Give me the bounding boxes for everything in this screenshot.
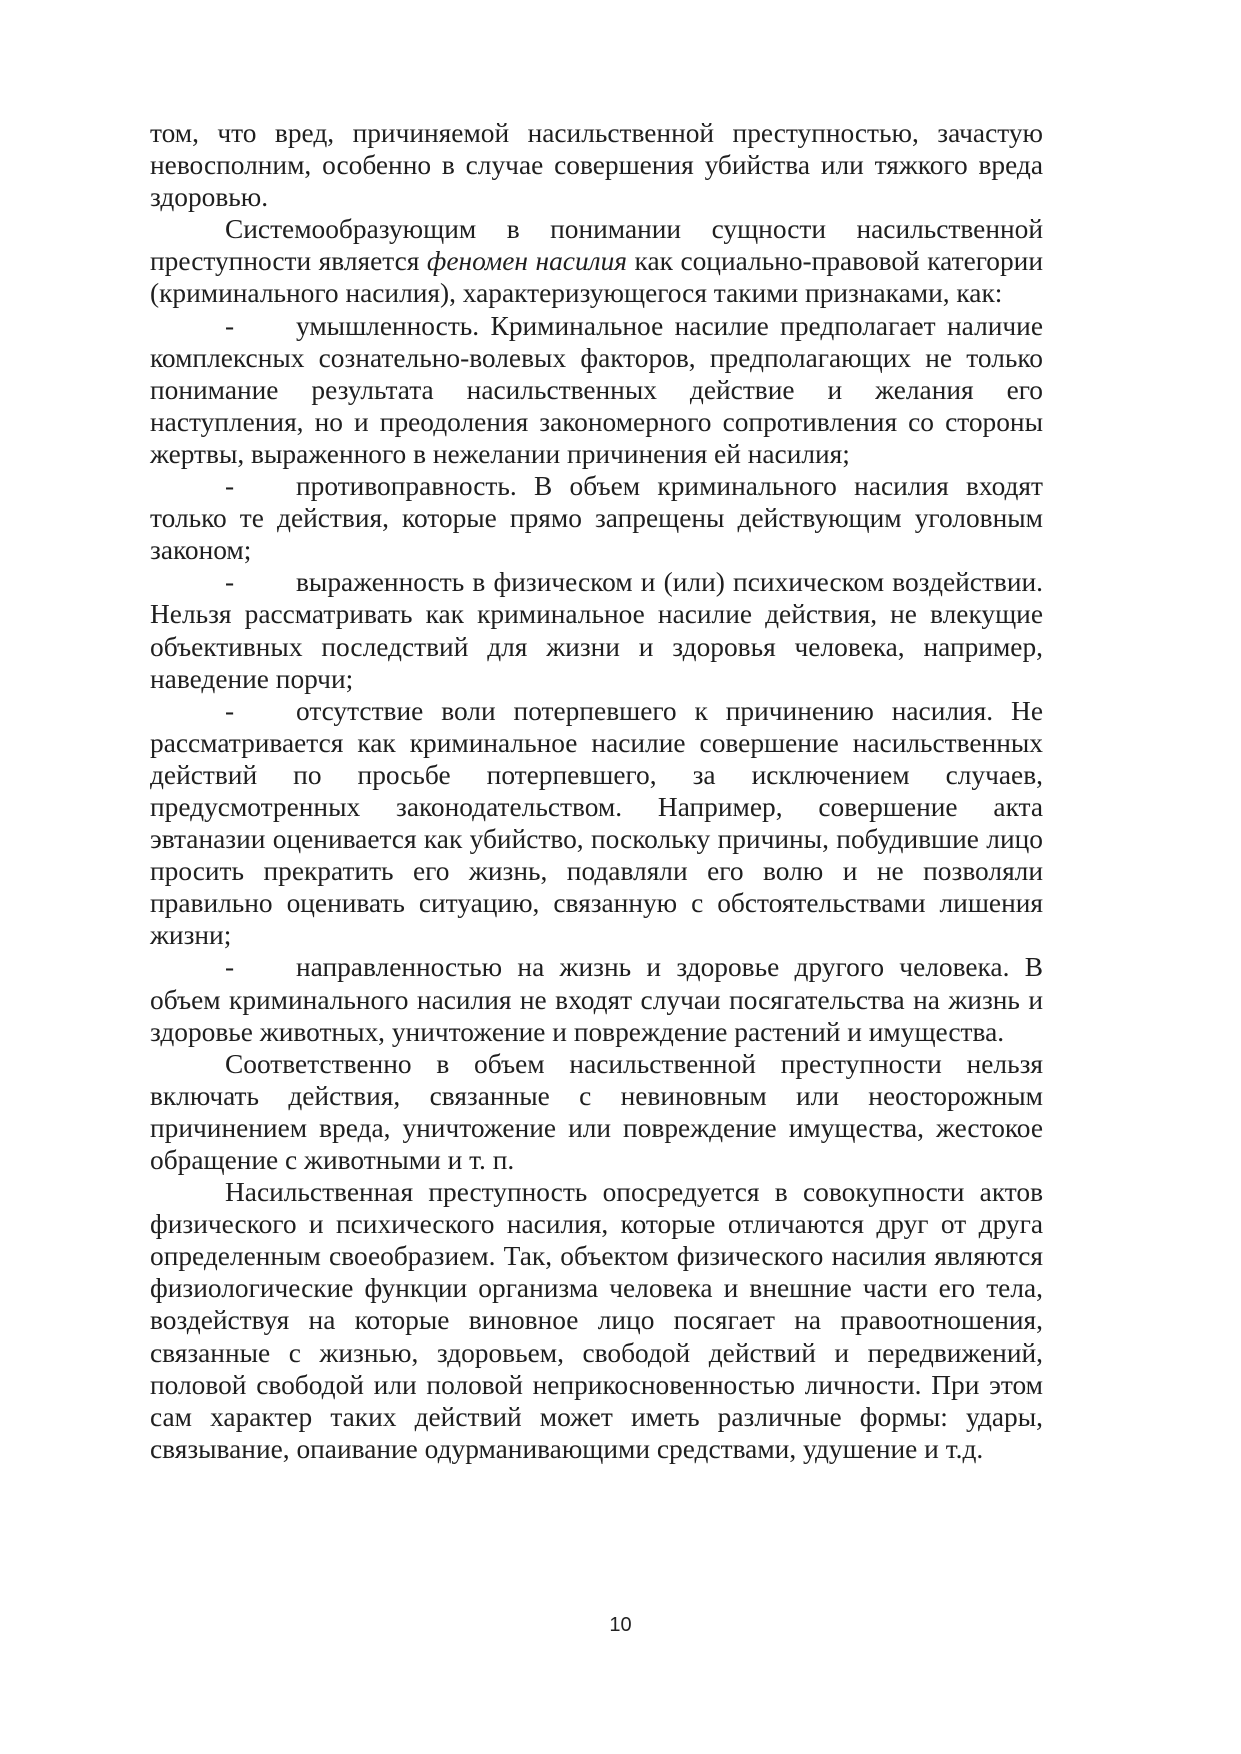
list-item-text: отсутствие воли потерпевшего к причинению насилия. Не рассматривается как криминальное насилие совершение насильственных действий по просьбе потерпевшего, за исключением случаев, предусмотренных законодательством. Например, совершение акта эвтаназии оценивается как убийство, поскольку причины, побудившие лицо просить прекратить его жизнь, подавляли его волю и не позволяли правильно оценивать ситуацию, связанную с обстоятельствами лишения жизни; bbox=[150, 695, 1043, 951]
list-item-text: выраженность в физическом и (или) психическом воздействии. Нельзя рассматривать как криминальное насилие действия, не влекущие объективных последствий для жизни и здоровья человека, например, наведение порчи; bbox=[150, 567, 1043, 694]
list-marker: - bbox=[225, 471, 235, 502]
list-marker: - bbox=[225, 695, 235, 726]
emphasis-term: феномен насилия bbox=[426, 246, 628, 277]
list-item bbox=[150, 951, 1043, 1047]
list-item bbox=[150, 310, 1043, 470]
paragraph-definition-end: как социально-правовой категории (криминального насилия), характеризующегося такими признаками, как: bbox=[150, 246, 1043, 309]
list-item-text: направленностью на жизнь и здоровье другого человека. В объем криминального насилия не входят случаи посягательства на жизнь и здоровье животных, уничтожение и повреждение растений и имущества. bbox=[150, 952, 1043, 1047]
list-item bbox=[150, 470, 1043, 566]
page-number: 10 bbox=[609, 1614, 632, 1636]
paragraph-scope: Соответственно в объем насильственной преступности нельзя включать действия, связанные с невиновным или неосторожным причинением вреда, уничтожение или повреждение имущества, жестокое обращение с животными и т. п. bbox=[150, 1048, 1043, 1175]
body-text bbox=[150, 117, 1043, 1465]
paragraph-definition-start: Системообразующим в понимании сущности насильственной преступности является bbox=[150, 214, 1043, 277]
list-marker: - bbox=[225, 952, 235, 983]
list-item-text: умышленность. Криминальное насилие предполагает наличие комплексных сознательно-волевых факторов, предполагающих не только понимание результата насильственных действие и желания его наступления, но и преодоления закономерного сопротивления со стороны жертвы, выраженного в нежелании причинения ей насилия; bbox=[150, 310, 1043, 469]
list-marker: - bbox=[225, 567, 235, 598]
list-item-text: противоправность. В объем криминального насилия входят только те действия, которые прямо запрещены действующим уголовным законом; bbox=[150, 471, 1043, 566]
list-item bbox=[150, 695, 1043, 952]
paragraph-physical-violence: Насильственная преступность опосредуется в совокупности актов физического и психического насилия, которые отличаются друг от друга определенным своеобразием. Так, объектом физического насилия являются физиологические функции организма человека и внешние части его тела, воздействуя на которые виновное лицо посягает на правоотношения, связанные с жизнью, здоровьем, свободой действий и передвижений, половой свободой или половой неприкосновенностью личности. При этом сам характер таких действий может иметь различные формы: удары, связывание, опаивание одурманивающими средствами, удушение и т.д. bbox=[150, 1177, 1043, 1464]
paragraph-continuation: том, что вред, причиняемой насильственной преступностью, зачастую невосполним, особенно в случае совершения убийства или тяжкого вреда здоровью. bbox=[150, 118, 1043, 213]
list-marker: - bbox=[225, 310, 235, 341]
paragraph-definition bbox=[150, 213, 1043, 309]
list-item bbox=[150, 566, 1043, 694]
